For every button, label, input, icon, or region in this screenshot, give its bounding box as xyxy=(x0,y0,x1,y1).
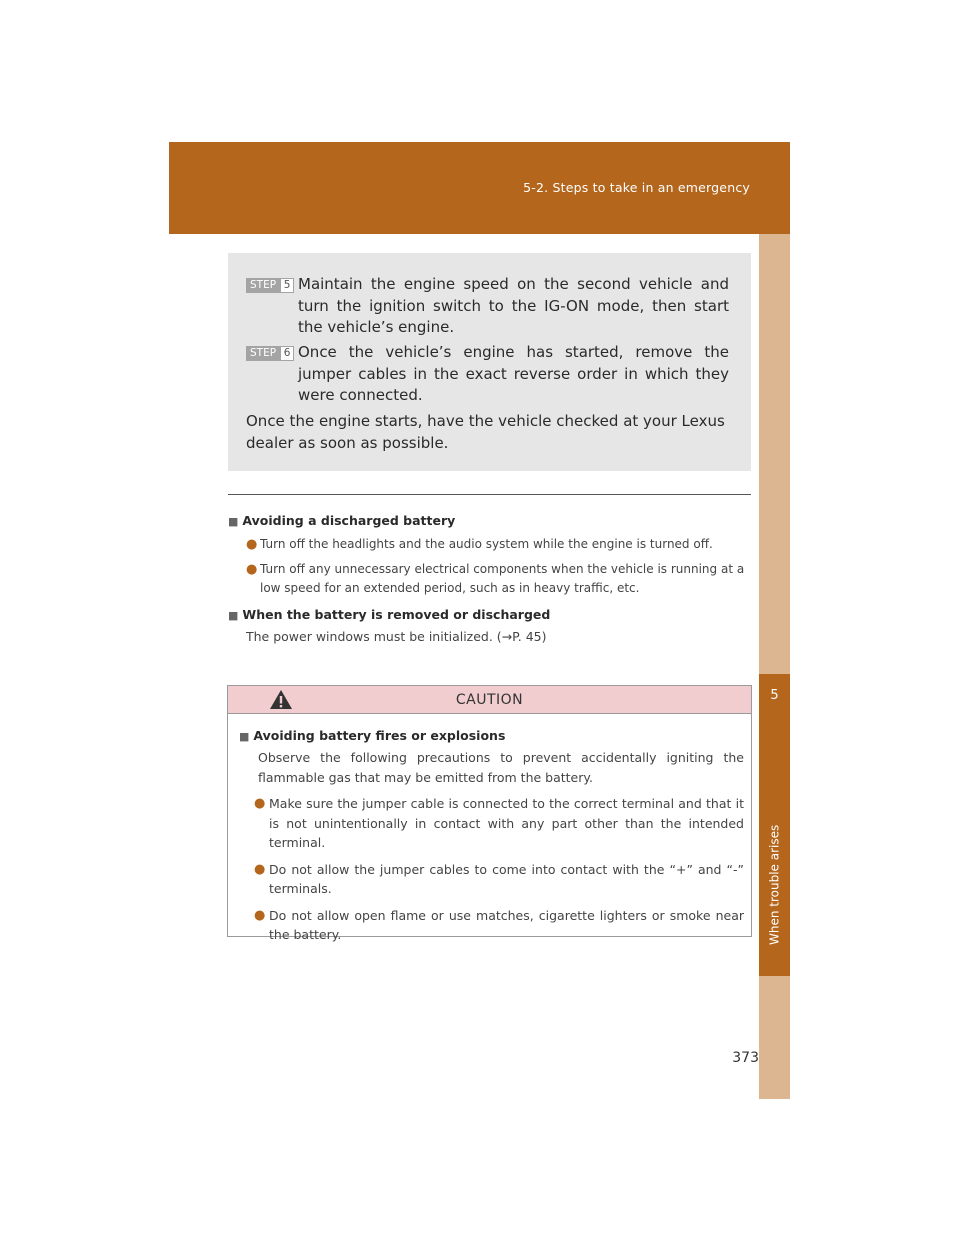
step-badge-number: 6 xyxy=(280,346,294,361)
caution-body xyxy=(239,728,744,945)
step-box xyxy=(228,253,751,471)
header-band xyxy=(169,142,790,234)
step-badge-label: STEP xyxy=(246,346,280,361)
info-heading xyxy=(228,607,751,622)
step-text: Once the vehicle’s engine has started, remove the jumper cables in the exact reverse order in which they were connected. xyxy=(298,343,729,404)
list-item xyxy=(239,794,744,853)
bullet-dot-icon: ● xyxy=(246,537,258,552)
caution-header xyxy=(228,686,751,714)
list-item-text: Turn off any unnecessary electrical components when the vehicle is running at a low speed for an extended period, such as in heavy traffic, etc. xyxy=(260,562,745,595)
info-battery-removed xyxy=(228,607,751,646)
caution-heading-text: Avoiding battery fires or explosions xyxy=(253,728,506,743)
bullet-dot-icon: ● xyxy=(254,907,266,923)
info-heading-text: Avoiding a discharged battery xyxy=(242,513,456,528)
divider xyxy=(228,494,751,495)
step-note: Once the engine starts, have the vehicle checked at your Lexus dealer as soon as possible. xyxy=(246,412,725,452)
step-badge-number: 5 xyxy=(280,278,294,293)
bullet-dot-icon: ● xyxy=(246,562,258,577)
chapter-side-tab xyxy=(759,234,790,1099)
list-item xyxy=(228,535,751,554)
square-bullet-icon: ■ xyxy=(239,730,250,743)
step-5 xyxy=(246,274,729,339)
list-item xyxy=(239,860,744,899)
caution-heading xyxy=(239,728,744,743)
chapter-number: 5 xyxy=(770,688,779,703)
page-number: 373 xyxy=(732,1050,759,1066)
list-item-text: Do not allow the jumper cables to come into contact with the “+” and “-” terminals. xyxy=(269,861,744,896)
step-badge-label: STEP xyxy=(246,278,280,293)
section-title: 5-2. Steps to take in an emergency xyxy=(523,180,750,195)
warning-icon xyxy=(269,689,293,710)
list-item xyxy=(228,560,751,598)
step-badge xyxy=(246,346,294,361)
bullet-dot-icon: ● xyxy=(254,861,266,877)
list-item-text: Do not allow open flame or use matches, cigarette lighters or smoke near the battery. xyxy=(269,907,744,942)
square-bullet-icon: ■ xyxy=(228,515,239,528)
step-badge xyxy=(246,278,294,293)
bullet-dot-icon: ● xyxy=(254,796,266,811)
info-text: The power windows must be initialized. (→P. 45) xyxy=(246,629,547,644)
chapter-label: When trouble arises xyxy=(767,824,782,946)
list-item-text: Turn off the headlights and the audio system while the engine is turned off. xyxy=(260,537,713,551)
list-item-text: Make sure the jumper cable is connected to the correct terminal and that it is not unintentionally in contact with any part other than the intended terminal. xyxy=(269,796,744,850)
info-avoiding-discharge xyxy=(228,513,751,598)
info-heading xyxy=(228,513,751,528)
info-heading-text: When the battery is removed or discharged xyxy=(242,607,551,622)
chapter-block xyxy=(759,674,790,976)
caution-intro: Observe the following precautions to prevent accidentally igniting the flammable gas that may be emitted from the battery. xyxy=(258,750,744,785)
step-text: Maintain the engine speed on the second vehicle and turn the ignition switch to the IG-ON mode, then start the vehicle’s engine. xyxy=(298,275,729,336)
list-item xyxy=(239,906,744,945)
caution-box xyxy=(227,685,752,942)
caution-title: CAUTION xyxy=(455,691,524,708)
square-bullet-icon: ■ xyxy=(228,609,239,622)
step-6 xyxy=(246,342,729,407)
